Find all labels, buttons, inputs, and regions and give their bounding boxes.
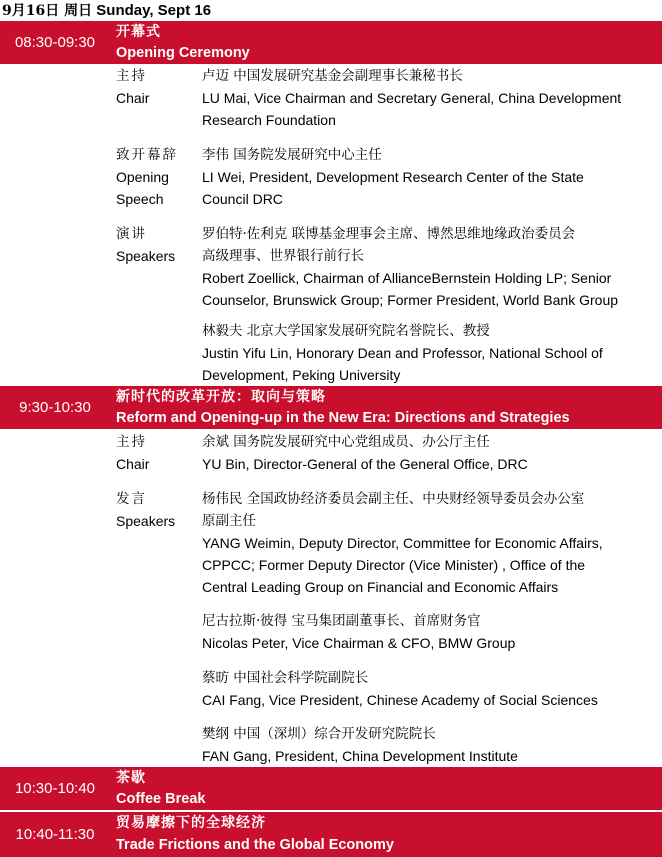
person-name-zh: 高级理事、世界银行前行长 bbox=[202, 248, 364, 264]
person-name-en: YANG Weimin, Deputy Director, Committee for Economic Affairs, bbox=[202, 535, 603, 551]
role-label-zh: 主持 bbox=[116, 434, 147, 450]
session-title-en: Coffee Break bbox=[116, 791, 206, 807]
person-name-zh: 尼古拉斯·彼得 宝马集团副董事长、首席财务官 bbox=[202, 613, 481, 629]
person-name-en: LI Wei, President, Development Research Center of the State bbox=[202, 169, 584, 185]
person-name-en: LU Mai, Vice Chairman and Secretary General, China Development bbox=[202, 90, 622, 106]
person-name-en: Central Leading Group on Financial and Economic Affairs bbox=[202, 579, 559, 595]
role-label-en: Chair bbox=[116, 456, 150, 472]
session-time: 10:40-11:30 bbox=[15, 826, 95, 843]
person-name-en: Council DRC bbox=[202, 191, 283, 207]
person-name-zh: 罗伯特·佐利克 联博基金理事会主席、博然思维地缘政治委员会 bbox=[202, 226, 576, 242]
person-name-zh: 杨伟民 全国政协经济委员会副主任、中央财经领导委员会办公室 bbox=[202, 491, 585, 507]
session-title-en: Opening Ceremony bbox=[116, 45, 250, 61]
person-name-zh: 蔡昉 中国社会科学院副院长 bbox=[202, 670, 369, 686]
person-name-en: Nicolas Peter, Vice Chairman & CFO, BMW Group bbox=[202, 635, 516, 651]
person-name-en: YU Bin, Director-General of the General Office, DRC bbox=[202, 456, 528, 472]
person-name-en: Counselor, Brunswick Group; Former President, World Bank Group bbox=[202, 292, 619, 308]
session-time: 9:30-10:30 bbox=[19, 399, 91, 416]
role-label-zh: 发言 bbox=[116, 491, 147, 507]
role-label-zh: 主持 bbox=[116, 68, 147, 84]
day-header-en: Sunday, Sept 16 bbox=[96, 2, 212, 19]
person-name-en: Justin Yifu Lin, Honorary Dean and Professor, National School of bbox=[202, 345, 603, 361]
role-label-zh: 致开幕辞 bbox=[116, 147, 178, 163]
person-name-zh: 樊纲 中国（深圳）综合开发研究院院长 bbox=[202, 726, 436, 742]
role-label-en: Opening bbox=[116, 169, 169, 185]
role-label-en: Speakers bbox=[116, 513, 176, 529]
person-name-en: Research Foundation bbox=[202, 112, 336, 128]
person-name-en: FAN Gang, President, China Development Institute bbox=[202, 748, 518, 764]
session-title-zh: 贸易摩擦下的全球经济 bbox=[116, 815, 266, 831]
person-name-zh: 李伟 国务院发展研究中心主任 bbox=[202, 147, 382, 163]
person-name-zh: 原副主任 bbox=[202, 513, 256, 529]
session-title-en: Trade Frictions and the Global Economy bbox=[116, 837, 394, 853]
session-title-zh: 新时代的改革开放：取向与策略 bbox=[116, 389, 326, 405]
person-name-zh: 卢迈 中国发展研究基金会副理事长兼秘书长 bbox=[202, 68, 463, 84]
day-header bbox=[2, 0, 211, 21]
role-label-en: Speakers bbox=[116, 248, 176, 264]
person-name-en: Robert Zoellick, Chairman of AllianceBernstein Holding LP; Senior bbox=[202, 270, 612, 286]
session-title-zh: 开幕式 bbox=[116, 24, 161, 40]
role-label-en: Chair bbox=[116, 90, 150, 106]
session-time: 10:30-10:40 bbox=[14, 780, 96, 797]
role-label-en: Speech bbox=[116, 191, 164, 207]
person-name-zh: 林毅夫 北京大学国家发展研究院名誉院长、教授 bbox=[202, 323, 490, 339]
person-name-en: CPPCC; Former Deputy Director (Vice Minister) , Office of the bbox=[202, 557, 586, 573]
session-title-zh: 茶歇 bbox=[116, 770, 146, 786]
session-time: 08:30-09:30 bbox=[14, 34, 96, 51]
person-name-en: Development, Peking University bbox=[202, 367, 401, 383]
session-title-en: Reform and Opening-up in the New Era: Directions and Strategies bbox=[116, 410, 570, 426]
person-name-zh: 余斌 国务院发展研究中心党组成员、办公厅主任 bbox=[202, 434, 490, 450]
day-header-zh: 9月16日 周日 bbox=[2, 3, 93, 19]
person-name-en: CAI Fang, Vice President, Chinese Academy of Social Sciences bbox=[202, 692, 598, 708]
role-label-zh: 演讲 bbox=[116, 226, 147, 242]
